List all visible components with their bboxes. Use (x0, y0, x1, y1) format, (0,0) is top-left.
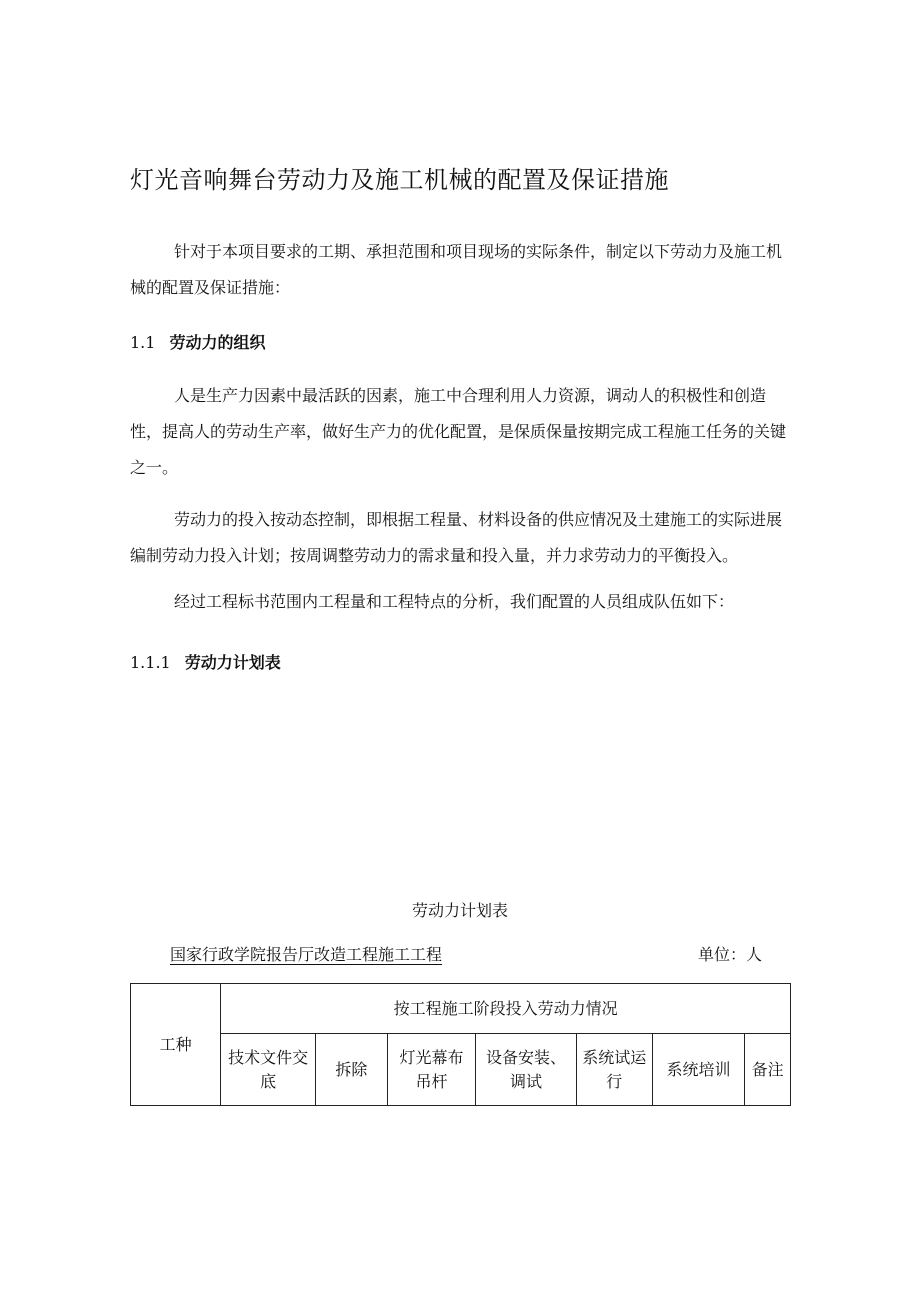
page-title: 灯光音响舞台劳动力及施工机械的配置及保证措施 (130, 166, 669, 194)
stage-header: 灯光幕布吊杆 (387, 1034, 475, 1106)
section-number: 1.1.1 (130, 653, 171, 672)
section-title: 劳动力的组织 (169, 333, 266, 352)
labor-plan-table (130, 983, 791, 1106)
paragraph-1: 人是生产力因素中最活跃的因素，施工中合理利用人力资源，调动人的积极性和创造性，提高人的劳动生产率，做好生产力的优化配置，是保质保量按期完成工程施工任务的关键之一。 (130, 386, 787, 477)
stage-header: 拆除 (315, 1034, 387, 1106)
stage-group-header: 按工程施工阶段投入劳动力情况 (221, 984, 791, 1034)
paragraph-2: 劳动力的投入按动态控制，即根据工程量、材料设备的供应情况及土建施工的实际进展编制劳动力投入计划；按周调整劳动力的需求量和投入量，并力求劳动力的平衡投入。 (130, 510, 783, 565)
section-heading-1-1 (130, 330, 265, 353)
stage-header: 系统试运行 (576, 1034, 652, 1106)
remarks-header: 备注 (745, 1034, 791, 1106)
stage-header: 系统培训 (652, 1034, 744, 1106)
section-title: 劳动力计划表 (184, 653, 281, 672)
table-caption: 劳动力计划表 (411, 901, 508, 920)
stage-header: 设备安装、调试 (476, 1034, 577, 1106)
intro-paragraph: 针对于本项目要求的工期、承担范围和项目现场的实际条件，制定以下劳动力及施工机械的配置及保证措施： (130, 242, 783, 297)
project-name: 国家行政学院报告厅改造工程施工工程 (170, 945, 443, 964)
section-heading-1-1-1 (130, 650, 281, 673)
worktype-header: 工种 (131, 984, 221, 1106)
unit-label: 单位：人 (698, 945, 763, 964)
section-number: 1.1 (130, 333, 156, 352)
paragraph-3: 经过工程标书范围内工程量和工程特点的分析，我们配置的人员组成队伍如下： (174, 592, 735, 611)
stage-header: 技术文件交底 (221, 1034, 315, 1106)
